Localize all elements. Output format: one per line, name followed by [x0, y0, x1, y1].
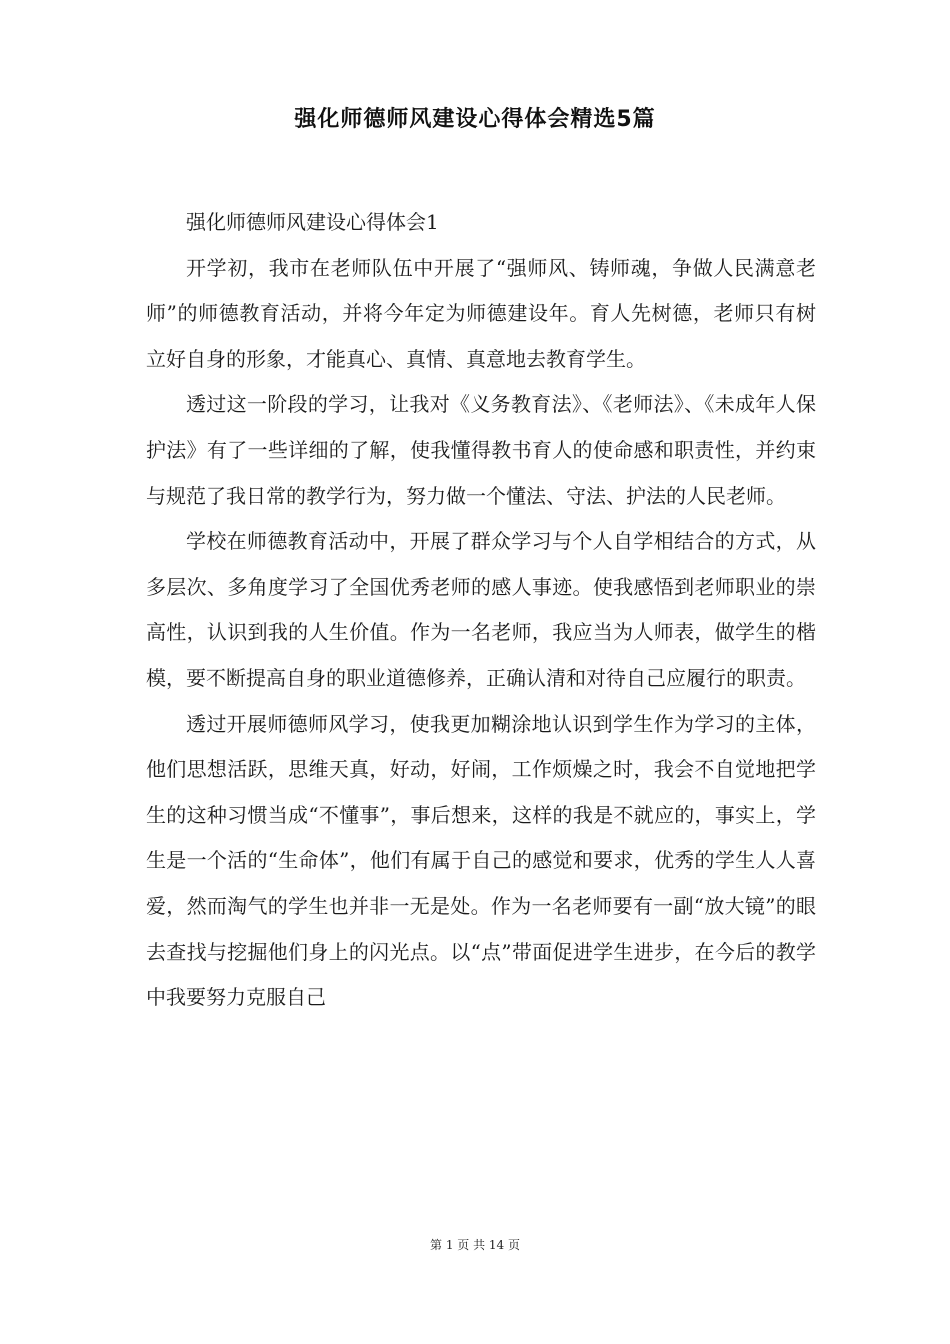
- section-heading: 强化师德师风建设心得体会1: [186, 210, 439, 234]
- page-number-label: 第 1 页 共 14 页: [430, 1238, 520, 1252]
- paragraph-3: 学校在师德教育活动中，开展了群众学习与个人自学相结合的方式，从多层次、多角度学习了全国优秀老师的感人事迹。使我感悟到老师职业的崇高性，认识到我的人生价值。作为一名老师，我应当为人师表，做学生的楷模，要不断提高自身的职业道德修养，正确认清和对待自己应履行的职责。: [146, 529, 816, 690]
- paragraph-4: 透过开展师德师风学习，使我更加糊涂地认识到学生作为学习的主体，他们思想活跃，思维天真，好动，好闹，工作烦燥之时，我会不自觉地把学生的这种习惯当成“不懂事”，事后想来，这样的我是不就应的，事实上，学生是一个活的“生命体”，他们有属于自己的感觉和要求，优秀的学生人人喜爱，然而淘气的学生也并非一无是处。作为一名老师要有一副“放大镜”的眼去查找与挖掘他们身上的闪光点。以“点”带面促进学生进步，在今后的教学中我要努力克服自己: [146, 711, 816, 1010]
- paragraph-2: 透过这一阶段的学习，让我对《义务教育法》、《老师法》、《未成年人保护法》有了一些详细的了解，使我懂得教书育人的使命感和职责性，并约束与规范了我日常的教学行为，努力做一个懂法、守法、护法的人民老师。: [146, 392, 816, 508]
- paragraph-1: 开学初，我市在老师队伍中开展了“强师风、铸师魂，争做人民满意老师”的师德教育活动，并将今年定为师德建设年。育人先树德，老师只有树立好自身的形象，才能真心、真情、真意地去教育学生。: [146, 255, 816, 371]
- page-footer: [0, 1236, 950, 1253]
- document-title: 强化师德师风建设心得体会精选5篇: [294, 107, 656, 132]
- document-body: [146, 200, 816, 1021]
